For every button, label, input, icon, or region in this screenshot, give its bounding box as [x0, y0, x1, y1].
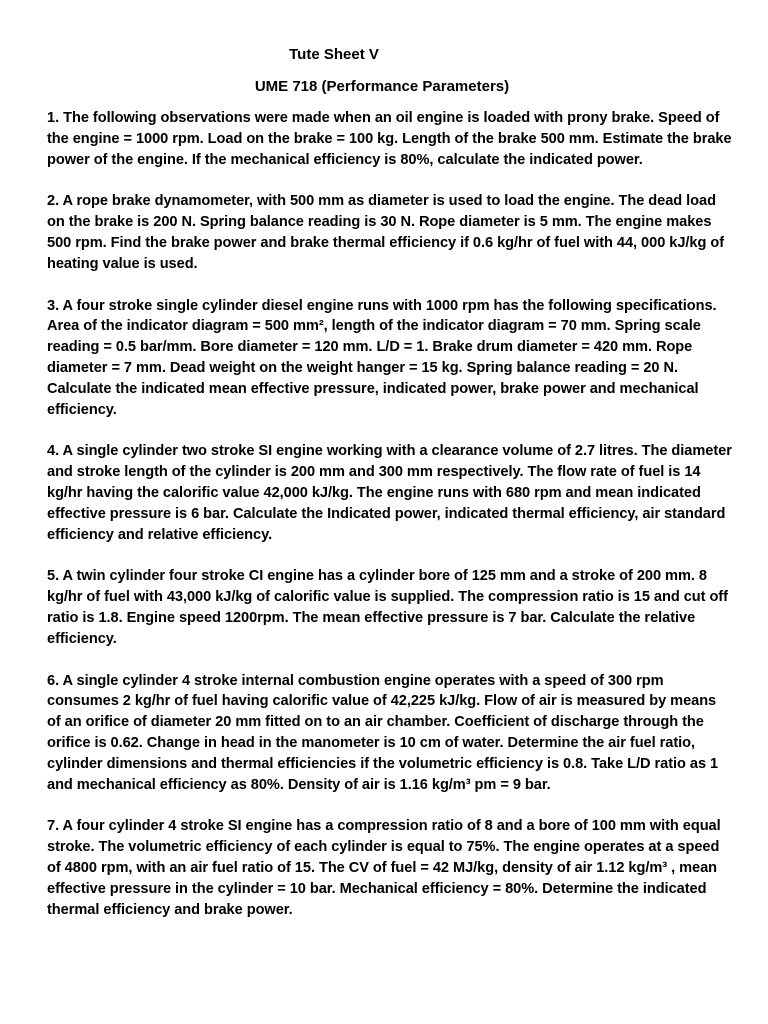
question-6 [47, 671, 732, 796]
question-text: A four stroke single cylinder diesel engine runs with 1000 rpm has the following specifications. Area of the indicator diagram = 500 mm², length of the indicator diagram = 70 mm. Spring scale reading = 0.5 bar/mm. Bore diameter = 120 mm. L/D = 1. Brake drum diameter = 420 mm. Rope diameter = 7 mm. Dead weight on the weight hanger = 15 kg. Spring balance reading = 20 N. Calculate the indicated mean effective pressure, indicated power, brake power and mechanical efficiency. [47, 297, 717, 418]
question-text: A single cylinder 4 stroke internal combustion engine operates with a speed of 300 rpm consumes 2 kg/hr of fuel having calorific value of 42,225 kJ/kg. Flow of air is measured by means of an orifice of diameter 20 mm fitted on to an air chamber. Coefficient of discharge through the orifice is 0.62. Change in head in the manometer is 10 cm of water. Determine the air fuel ratio, cylinder dimensions and thermal efficiencies if the volumetric efficiency is 0.8. Take L/D ratio as 1 and mechanical efficiency as 80%. Density of air is 1.16 kg/m³ pm = 9 bar. [47, 672, 719, 793]
question-number: 4. [47, 443, 60, 460]
question-text: A rope brake dynamometer, with 500 mm as diameter is used to load the engine. The dead load on the brake is 200 N. Spring balance reading is 30 N. Rope diameter is 5 mm. The engine makes 500 rpm. Find the brake power and brake thermal efficiency if 0.6 kg/hr of fuel with 44, 000 kJ/kg of heating value is used. [47, 193, 725, 272]
question-number: 7. [47, 818, 60, 835]
question-text: A four cylinder 4 stroke SI engine has a compression ratio of 8 and a bore of 100 mm with equal stroke. The volumetric efficiency of each cylinder is equal to 75%. The engine operates at a speed of 4800 rpm, with an air fuel ratio of 15. The CV of fuel = 42 MJ/kg, density of air 1.12 kg/m³ , mean effective pressure in the cylinder = 10 bar. Mechanical efficiency = 80%. Determine the indicated thermal efficiency and brake power. [47, 818, 721, 918]
course-subtitle: UME 718 (Performance Parameters) [254, 78, 510, 95]
question-text: The following observations were made when an oil engine is loaded with prony brake. Speed of the engine = 1000 rpm. Load on the brake = 100 kg. Length of the brake 500 mm. Estimate the brake power of the engine. If the mechanical efficiency is 80%, calculate the indicated power. [47, 110, 732, 168]
question-4 [47, 441, 732, 545]
question-7 [47, 816, 732, 920]
question-3 [47, 296, 732, 421]
question-text: A twin cylinder four stroke CI engine has a cylinder bore of 125 mm and a stroke of 200 mm. 8 kg/hr of fuel with 43,000 kJ/kg of calorific value is supplied. The compression ratio is 15 and cut off ratio is 1.8. Engine speed 1200rpm. The mean effective pressure is 7 bar. Calculate the relative efficiency. [47, 568, 728, 647]
question-1 [47, 108, 732, 170]
question-number: 1. [47, 110, 60, 126]
question-number: 2. [47, 193, 60, 210]
question-list [47, 108, 732, 941]
question-number: 6. [47, 672, 60, 689]
question-text: A single cylinder two stroke SI engine working with a clearance volume of 2.7 litres. The diameter and stroke length of the cylinder is 200 mm and 300 mm respectively. The flow rate of fuel is 14 kg/hr having the calorific value 42,000 kJ/kg. The engine runs with 680 rpm and mean indicated effective pressure is 6 bar. Calculate the Indicated power, indicated thermal efficiency, air standard efficiency and relative efficiency. [47, 443, 732, 543]
question-number: 3. [47, 297, 60, 314]
question-5 [47, 566, 732, 649]
sheet-title: Tute Sheet V [289, 46, 379, 63]
question-2 [47, 191, 732, 274]
question-number: 5. [47, 568, 60, 585]
